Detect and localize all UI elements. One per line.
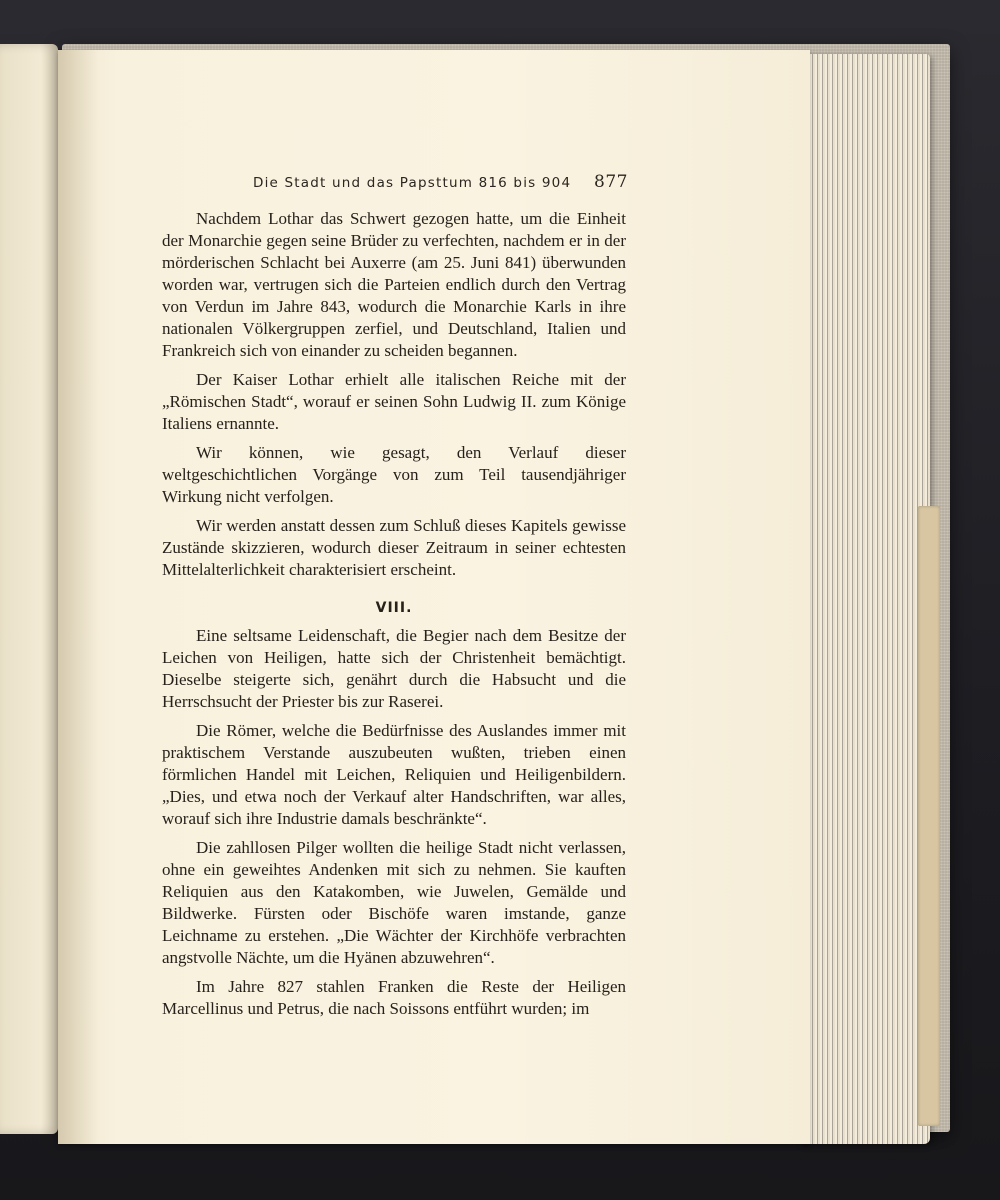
running-title: Die Stadt und das Papsttum 816 bis 904 (253, 175, 572, 191)
paragraph: Die zahllosen Pilger wollten die heilige Stadt nicht verlassen, ohne ein geweihtes Andenken mit sich zu nehmen. Sie kauften Reliquien aus den Katakomben, wie Juwelen, Gemälde und Bildwerke. Fürsten oder Bischöfe waren imstande, ganze Leichname zu erstehen. „Die Wächter der Kirchhöfe verbrachten angstvolle Nächte, um die Hyänen abzuwehren“. (162, 838, 626, 967)
paragraph: Der Kaiser Lothar erhielt alle italischen Reiche mit der „Römischen Stadt“, worauf er seinen Sohn Ludwig II. zum Könige Italiens ernannte. (162, 370, 626, 433)
left-page-edge (0, 44, 58, 1134)
running-head (165, 172, 628, 196)
paragraph: Im Jahre 827 stahlen Franken die Reste der Heiligen Marcellinus und Petrus, die nach Soissons entführt wurden; im (162, 977, 626, 1018)
paragraph: Eine seltsame Leidenschaft, die Begier nach dem Besitze der Leichen von Heiligen, hatte sich der Christenheit bemächtigt. Dieselbe steigerte sich, genährt durch die Habsucht und die Herrschsucht der Priester bis zur Raserei. (162, 626, 626, 711)
page-number: 877 (594, 172, 628, 192)
body-text (162, 208, 626, 1027)
paragraph: Die Römer, welche die Bedürfnisse des Auslandes immer mit praktischem Verstande auszubeuten wußten, trieben einen förmlichen Handel mit Leichen, Reliquien und Heiligenbildern. „Dies, und etwa noch der Verkauf alter Handschriften, war alles, worauf sich ihre Industrie damals beschränkte“. (162, 721, 626, 828)
paragraph: Wir können, wie gesagt, den Verlauf dieser weltgeschichtlichen Vorgänge von zum Teil tausendjähriger Wirkung nicht verfolgen. (162, 443, 626, 506)
page-edges (800, 54, 930, 1144)
paragraph: Nachdem Lothar das Schwert gezogen hatte, um die Einheit der Monarchie gegen seine Brüder zu verfechten, nachdem er in der mörderischen Schlacht bei Auxerre (am 25. Juni 841) überwunden worden war, vertrugen sich die Parteien endlich durch den Vertrag von Verdun im Jahre 843, wodurch die Monarchie Karls in ihre nationalen Völkergruppen zerfiel, und Deutschland, Italien und Frankreich sich von einander zu scheiden begannen. (162, 209, 626, 360)
section-heading: VIII. (375, 600, 413, 616)
paragraph: Wir werden anstatt dessen zum Schluß dieses Kapitels gewisse Zustände skizzieren, wodurch dieser Zeitraum in seiner echtesten Mittelalterlichkeit charakterisiert erscheint. (162, 516, 626, 579)
spine-tab (918, 506, 940, 1126)
